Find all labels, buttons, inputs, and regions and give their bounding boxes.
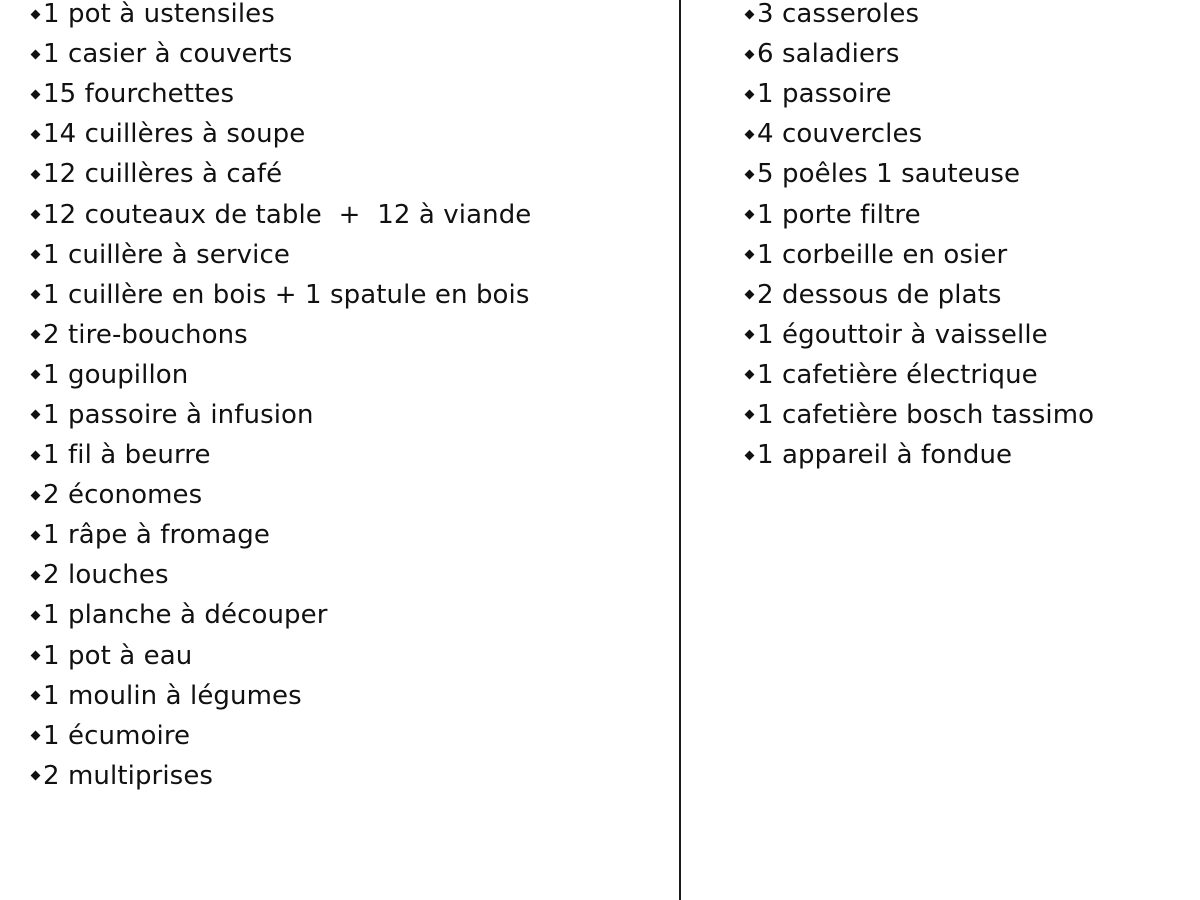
item-text: 1 cafetière bosch tassimo [757,399,1095,430]
list-item [28,475,668,515]
diamond-bullet-icon [31,9,41,19]
diamond-bullet-icon [31,290,41,300]
diamond-bullet-icon [31,129,41,139]
item-text: 1 goupillon [43,359,189,390]
list-item [28,0,668,34]
item-text: 1 cafetière électrique [757,359,1038,390]
list-item [28,636,668,676]
diamond-bullet-icon [745,129,755,139]
list-item [742,435,1182,475]
list-item [28,74,668,114]
item-text: 1 écumoire [43,720,191,751]
diamond-bullet-icon [31,771,41,781]
diamond-bullet-icon [31,370,41,380]
left-item-list [28,0,668,796]
item-text: 2 économes [43,480,203,511]
item-text: 4 couvercles [757,119,923,150]
item-text: 5 poêles 1 sauteuse [757,159,1021,190]
item-text: 1 égouttoir à vaisselle [757,319,1048,350]
diamond-bullet-icon [31,89,41,99]
diamond-bullet-icon [745,9,755,19]
list-item [28,194,668,234]
list-item [742,275,1182,315]
diamond-bullet-icon [31,651,41,661]
diamond-bullet-icon [31,570,41,580]
item-text: 1 porte filtre [757,199,921,230]
diamond-bullet-icon [31,330,41,340]
item-text: 1 corbeille en osier [757,239,1008,270]
list-item [28,275,668,315]
list-item [28,355,668,395]
diamond-bullet-icon [31,490,41,500]
list-item [742,355,1182,395]
item-text: 6 saladiers [757,39,900,70]
item-text: 15 fourchettes [43,79,235,110]
diamond-bullet-icon [745,169,755,179]
item-text: 1 planche à découper [43,600,328,631]
diamond-bullet-icon [745,450,755,460]
diamond-bullet-icon [31,530,41,540]
right-item-list [742,0,1182,475]
item-text: 12 cuillères à café [43,159,283,190]
list-item [28,716,668,756]
list-item [742,395,1182,435]
item-text: 1 passoire à infusion [43,399,314,430]
diamond-bullet-icon [31,410,41,420]
diamond-bullet-icon [745,49,755,59]
list-item [28,235,668,275]
list-item [28,555,668,595]
list-item [742,0,1182,34]
item-text: 1 cuillère à service [43,239,290,270]
list-item [28,595,668,635]
item-text: 2 louches [43,560,169,591]
item-text: 1 appareil à fondue [757,440,1013,471]
item-text: 1 râpe à fromage [43,520,270,551]
diamond-bullet-icon [31,250,41,260]
item-text: 1 casier à couverts [43,39,293,70]
item-text: 1 fil à beurre [43,440,211,471]
diamond-bullet-icon [745,330,755,340]
diamond-bullet-icon [745,89,755,99]
diamond-bullet-icon [31,691,41,701]
diamond-bullet-icon [31,731,41,741]
column-divider [679,0,681,900]
list-item [28,34,668,74]
diamond-bullet-icon [745,290,755,300]
list-item [28,114,668,154]
list-item [28,756,668,796]
item-text: 1 pot à ustensiles [43,0,275,30]
list-item [742,34,1182,74]
item-text: 3 casseroles [757,0,920,30]
item-text: 2 tire-bouchons [43,319,248,350]
list-item [28,395,668,435]
item-text: 2 dessous de plats [757,279,1002,310]
item-text: 1 moulin à légumes [43,680,302,711]
list-item [742,235,1182,275]
list-item [28,315,668,355]
list-item [742,114,1182,154]
list-item [28,154,668,194]
diamond-bullet-icon [31,169,41,179]
list-item [742,74,1182,114]
list-item [28,676,668,716]
list-item [28,515,668,555]
item-text: 14 cuillères à soupe [43,119,306,150]
diamond-bullet-icon [745,410,755,420]
list-item [742,315,1182,355]
item-text: 2 multiprises [43,760,214,791]
list-item [742,194,1182,234]
list-item [742,154,1182,194]
diamond-bullet-icon [745,370,755,380]
diamond-bullet-icon [745,210,755,220]
item-text: 1 cuillère en bois + 1 spatule en bois [43,279,530,310]
diamond-bullet-icon [31,210,41,220]
diamond-bullet-icon [31,450,41,460]
item-text: 1 passoire [757,79,892,110]
diamond-bullet-icon [31,49,41,59]
diamond-bullet-icon [31,611,41,621]
diamond-bullet-icon [745,250,755,260]
item-text: 1 pot à eau [43,640,193,671]
item-text: 12 couteaux de table + 12 à viande [43,199,532,230]
list-item [28,435,668,475]
